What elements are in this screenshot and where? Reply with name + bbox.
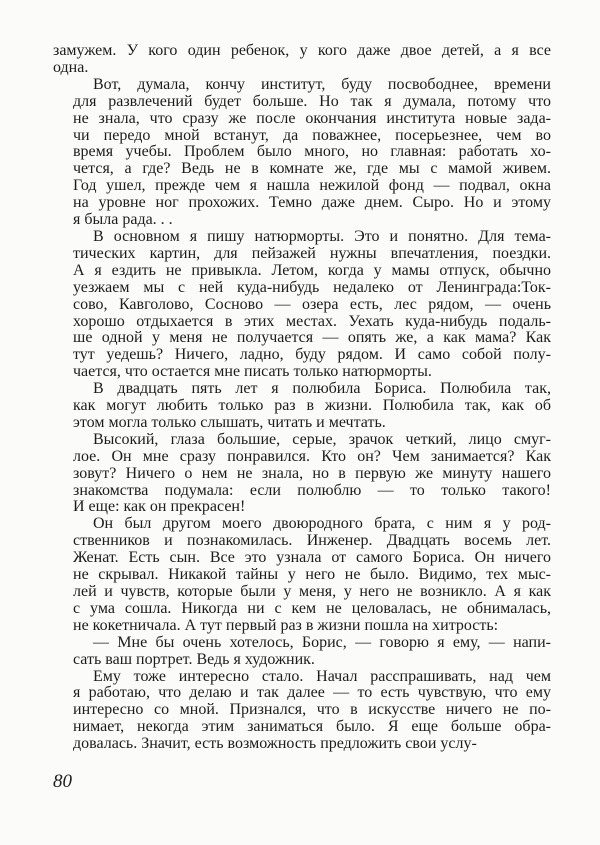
- text-line: я работаю, что делаю и так далее — то есть чувствую, что ему: [73, 684, 551, 702]
- text-line: знакомства подумала: если полюблю — то только такого!: [73, 481, 551, 499]
- paragraph: [53, 381, 551, 432]
- text-line: сово, Кавголово, Сосново — озера есть, лес рядом, — очень: [73, 295, 551, 313]
- text-line: одна.: [53, 58, 89, 76]
- text-line: интересно со мной. Признался, что в искусстве ничего не по-: [73, 701, 551, 719]
- text-line: зовут? Ничего о нем не знала, но в первую же минуту нашего: [73, 464, 551, 482]
- text-line: уезжаем мы с ней куда-нибудь недалеко от Ленинграда:Ток-: [73, 278, 551, 296]
- text-line: — Мне бы очень хотелось, Борис, — говорю я ему, — напи-: [93, 633, 551, 651]
- text-line: замужем. У кого один ребенок, у кого даже двое детей, а я все: [53, 42, 551, 59]
- text-line: Он был другом моего двоюродного брата, с ним я у род-: [93, 515, 551, 533]
- text-line: я была рада. . .: [73, 211, 173, 229]
- paragraph: [53, 635, 551, 669]
- text-line: Ему тоже интересно стало. Начал расспрашивать, над чем: [93, 667, 551, 685]
- text-line: И еще: как он прекрасен!: [73, 498, 246, 516]
- text-line: не знала, что сразу же после окончания института новые зада-: [73, 109, 551, 127]
- paragraph: [53, 516, 551, 634]
- text-line: для развлечений будет больше. Но так я думала, потому что: [73, 92, 551, 110]
- paragraph: [53, 432, 551, 517]
- text-line: время учебы. Проблем было много, но главная: работать хо-: [73, 143, 551, 161]
- page-number: 80: [53, 771, 72, 792]
- text-line: тут уедешь? Ничего, ладно, буду рядом. И само собой полу-: [73, 346, 551, 364]
- text-line: А я ездить не привыкла. Летом, когда у мамы отпуск, обычно: [73, 261, 551, 279]
- text-line: чается, что остается мне писать только натюрморты.: [73, 363, 432, 381]
- text-line: Высокий, глаза большие, серые, зрачок четкий, лицо смуг-: [93, 430, 551, 448]
- text-line: с ума сошла. Никогда ни с кем не целовалась, не обнималась,: [73, 599, 551, 617]
- body-text: [53, 43, 551, 753]
- text-line: Год ушел, прежде чем я нашла нежилой фонд — подвал, окна: [73, 177, 551, 195]
- text-line: этом могла только слышать, читать и мечтать.: [73, 413, 386, 431]
- text-line: сать ваш портрет. Ведь я художник.: [73, 650, 315, 668]
- text-line: ственников и познакомилась. Инженер. Двадцать восемь лет.: [73, 532, 551, 550]
- text-line: нимает, некогда этим заниматься было. Я еще больше обра-: [73, 718, 551, 736]
- text-line: довалась. Значит, есть возможность предложить свои услу-: [73, 735, 477, 753]
- text-line: В двадцать пять лет я полюбила Бориса. Полюбила так,: [93, 380, 551, 398]
- text-line: Женат. Есть сын. Все это узнала от самого Бориса. Он ничего: [73, 549, 551, 567]
- text-line: на уровне ног прохожих. Темно даже днем. Сыро. Но и этому: [73, 194, 551, 212]
- text-line: не скрывал. Никакой тайны у него не было. Видимо, тех мыс-: [73, 566, 551, 584]
- text-line: как могут любить только раз в жизни. Полюбила так, как об: [73, 397, 551, 415]
- paragraph: [53, 43, 551, 77]
- text-line: Вот, думала, кончу институт, буду посвободнее, времени: [93, 75, 551, 93]
- text-line: ше одной у меня не получается — опять же, а как мама? Как: [73, 329, 551, 347]
- paragraph: [53, 77, 551, 229]
- text-line: тических картин, для пейзажей нужны впечатления, поездки.: [73, 244, 551, 262]
- text-line: не кокетничала. А тут первый раз в жизни пошла на хитрость:: [73, 616, 499, 634]
- text-line: В основном я пишу натюрморты. Это и понятно. Для тема-: [93, 227, 551, 245]
- paragraph: [53, 669, 551, 754]
- text-line: чется, а где? Ведь не в комнате же, где мы с мамой живем.: [73, 160, 551, 178]
- text-line: лое. Он мне сразу понравился. Кто он? Чем занимается? Как: [73, 447, 551, 465]
- paragraph: [53, 229, 551, 381]
- text-line: хорошо отдыхается в этих местах. Уехать куда-нибудь подаль-: [73, 312, 551, 330]
- text-line: чи передо мной встанут, да поважнее, посерьезнее, чем во: [73, 126, 551, 144]
- text-line: лей и чувств, которые были у меня, у него не возникло. А я как: [73, 583, 551, 600]
